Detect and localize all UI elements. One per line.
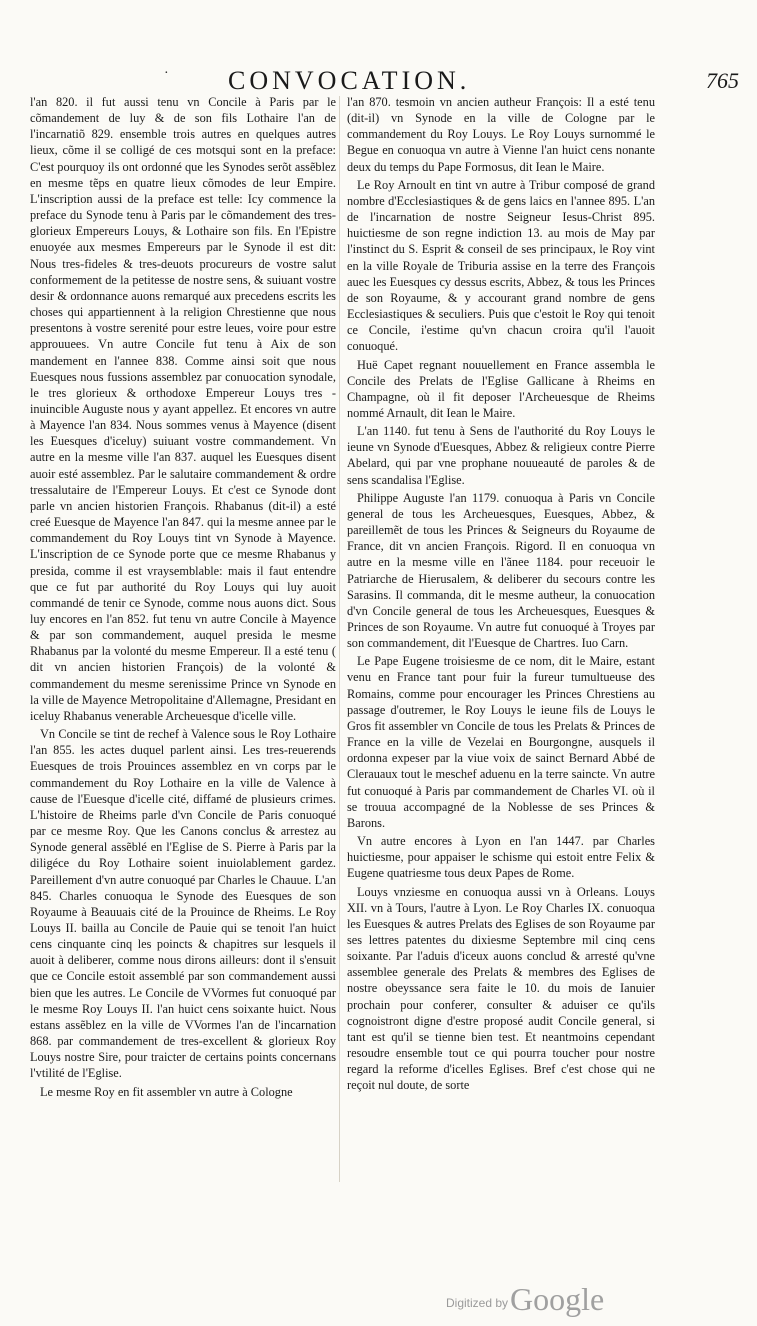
right-column bbox=[347, 94, 655, 1094]
paragraph: Philippe Auguste l'an 1179. conuoqua à Paris vn Concile general de tous les Archeuesques, Euesques, Abbez, & pareillemẽt de tous les Princes & Seigneurs du Royaume de France, dit vn ancien François. Rigord. Il en conuoqua vn autre en la mesme ville en l'ãnee 1184. pour receuoir le Patriarche de Hierusalem, & deliberer du secours contre les Sarasins. Il commanda, dit le mesme autheur, la conuocation d'vn Concile general de tous les Archeuesques, Euesques & Princes de son Royaume. Vn autre fut conuoqué à Troyes par son commandement, dit l'Euesque de Chartres. Iuo Carn. bbox=[347, 490, 655, 651]
paragraph: Louys vnziesme en conuoqua aussi vn à Orleans. Louys XII. vn à Tours, l'autre à Lyon. Le Roy Charles IX. conuoqua les Euesques & autres Prelats des Eglises de son Royaume par ses lettres patentes du dixiesme Septembre mil cinq cens soixante. Par l'aduis d'iceux auons conclud & arresté qu'vne assemblee generale des Prelats & membres des Eglises de nostre obeyssance sera faite le 10. du mois de Ianuier prochain pour conferer, consulter & aduiser ce qu'ils cognoistront digne d'estre proposé audit Concile general, si tant est qu'il se tienne bien test. Et neantmoins cependant resoudre ensemble tout ce qui pourra toucher pour nostre regard la reforme d'icelles Eglises. Bref c'est chose qui ne reçoit nul doute, de sorte bbox=[347, 884, 655, 1093]
paragraph: Le Roy Arnoult en tint vn autre à Tribur composé de grand nombre d'Ecclesiastiques & de gens laics en l'annee 895. L'an de l'incarnation de nostre Seigneur Iesus-Christ 895. huictiesme de son regne indiction 13. au mois de May par l'instinct du S. Esprit & conseil de ses principaux, le Roy vint en la ville Royale de Triburia assise en la terre des François auec les Euesques cy dessus escrits, Abbez, & tous les Princes de son Royaume, & y accourant grand nombre de gens Ecclesiastiques & seculiers. Puis que c'estoit le Roy qui tenoit ce Concile, i'estime qu'vn chacun croira qu'il l'auoit conuoqué. bbox=[347, 177, 655, 354]
paragraph: l'an 820. il fut aussi tenu vn Concile à Paris par le cõmandement de luy & de son fils Lothaire l'an de l'incarnatiõ 829. ensemble trois autres en quelques autres lieux, cõme il se colligé de ces motsqui sont en la preface: C'est pourquoy ils ont ordonné que les Synodes serõt assẽblez en mesme tẽps en quatre lieux cõmodes de leur Empire. L'inscription aussi de la preface est telle: Icy commence la preface du Synode tenu à Paris par le cõmandement des tres-glorieux Empereurs Louys, & Lothaire son fils. En l'Epistre enuoyée aux mesmes Empereurs par le Synode il est dit: Nous tres-fideles & tres-deuots procureurs de vostre salut conformement de la petitesse de nostre sens, & suiuant vostre desir & ordonnance auons remarqué aux precedens escrits les choses qui appartiennent à la religion Chrestienne que nous presentons à vostre serenité pour estre leues, voire pour estre approuuees. Vn autre Concile fut tenu à Aix de son mandement en l'annee 838. Comme ainsi soit que nous Euesques nous fussions assemblez par conuocation synodale, le tres glorieux & orthodoxe Empereur Louys tres - inuincible Auguste nous y ayant appellez. Et encores vn autre à Mayence l'an 834. Nous sommes venus à Mayence (disent les Euesques d'iceluy) suiuant vostre commandement. Vn autre en la mesme ville l'an 837. auquel les Euesques disent auoir esté assemblez. Par le salutaire commandement & ordre tressalutaire de l'Empereur Louys. Et c'est ce Synode dont parle vn ancien historien François. Rhabanus (dit-il) a esté creé Euesque de Mayence l'an 847. qui la mesme annee par le commandement du Roy Louys tint vn Synode à Mayence. L'inscription de ce Synode porte que ce mesme Rhabanus y presida, comme il est vraysemblable: mais il faut entendre que ce fut par authorité du Roy Louys qui luy auoit commandé de tenir ce Synode, comme nous auons dict. Sous luy encores en l'an 852. fut tenu vn autre Concile à Mayence & par son commandement, auquel presida le mesme Rhabanus par la volonté du mesme Empereur. Il a esté tenu ( dit vn ancien historien François) de la volonté & commandement du mesme serenissime Prince vn Synode en la ville de Mayence Metropolitaine d'Allemagne, Presidant en iceluy Rhabanus venerable Archeuesque d'icelle ville. bbox=[30, 95, 336, 723]
paragraph: l'an 870. tesmoin vn ancien autheur François: Il a esté tenu (dit-il) vn Synode en la ville de Cologne par le commandement du Roy Louys. Le Roy Louys surnommé le Begue en conuoqua vn autre à Vienne l'an huict cens nonante deux du temps du Pape Formosus, dit Iean le Maire. bbox=[347, 95, 655, 174]
paragraph: Vn autre encores à Lyon en l'an 1447. par Charles huictiesme, pour appaiser le schisme qui estoit entre Felix & Eugene quatriesme tous deux Papes de Rome. bbox=[347, 834, 655, 881]
paragraph: Le mesme Roy en fit assembler vn autre à Cologne bbox=[40, 1084, 293, 1099]
running-header bbox=[0, 66, 757, 96]
paragraph: L'an 1140. fut tenu à Sens de l'authorité du Roy Louys le ieune vn Synode d'Euesques, Abbez & religieux contre Pierre Abelard, qui par vne prophane nouueauté de paroles & de sens scandalisa l'Eglise. bbox=[347, 424, 655, 487]
google-logo: Google bbox=[510, 1281, 605, 1317]
paragraph: Le Pape Eugene troisiesme de ce nom, dit le Maire, estant venu en France tant pour fuir la fureur tumultueuse des Romains, comme pour encourager les Princes Chrestiens au passage d'outremer, le Roy Louys le ieune fils de Louys le Gros fit assembler vn Concile de tous les Prelats & Princes de France en la ville de Vezelai en Bourgongne, ausquels il ordonna expeser par la viue voix de sainct Bernard Abbé de Clerauaux tout le meschef aduenu en la terre saincte. Vn autre fut conuoqué à Paris par commandement de Charles VI. où il se trouua accompagné de la Noblesse de ses Princes & Barons. bbox=[347, 654, 655, 830]
left-column bbox=[30, 94, 336, 1100]
digitized-watermark bbox=[446, 1281, 656, 1317]
page-number: 765 bbox=[706, 68, 739, 93]
page-title: CONVOCATION. bbox=[228, 66, 471, 95]
paragraph: Vn Concile se tint de rechef à Valence sous le Roy Lothaire l'an 855. les actes duquel parlent ainsi. Les tres-reuerends Euesques de trois Prouinces assemblez en vn corps par le commandement du Roy Lothaire en la ville de Valence à cause de l'Euesque d'icelle cité, diffamé de plusieurs crimes. L'histoire de Rheims parle d'vn Concile de Paris conuoqué par ce mesme Roy. Que les Canons conclus & arrestez au Synode general assẽblé en l'Eglise de S. Pierre à Paris par la diligéce du Roy Lothaire soient inuiolablement gardez. Pareillement d'vn autre conuoqué par Charles le Chauue. L'an 845. Charles conuoqua le Synode des Euesques de son Royaume à Beauuais cité de la Prouince de Rheims. Le Roy Louys II. bailla au Concile de Pauie qui se tenoit l'an huict cens cinquante cinq les poincts & chapitres sur lesquels il auoit à deliberer, comme nous dirons ailleurs: dont il s'ensuit que ce Concile estoit assemblé par son commandement aussi bien que les autres. Le Concile de VVormes fut conuoqué par le mesme Roy Louys II. l'an huict cens soixante huict. Nous estans assẽblez en la ville de VVormes l'an de l'incarnation 868. par commandement de tres-excellent & glorieux Roy Louys nostre Sire, pour traicter de certains points concernans l'vtilité de l'Eglise. bbox=[30, 727, 336, 1081]
digitized-by-label: Digitized by bbox=[446, 1296, 509, 1310]
column-divider bbox=[339, 96, 340, 1182]
paragraph: Huë Capet regnant nouuellement en France assembla le Concile des Prelats de l'Eglise Gallicane à Rheims en Champagne, où il fit deposer l'Archeuesque de Rheims nommé Arnault, dit Iean le Maire. bbox=[347, 357, 655, 420]
header-mark: · bbox=[164, 66, 169, 81]
